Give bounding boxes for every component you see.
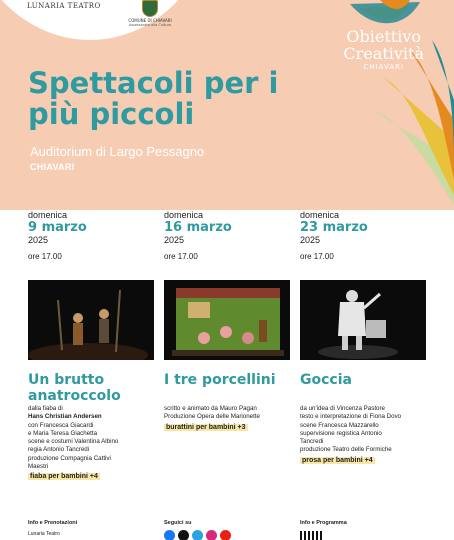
event-3-date-block	[300, 210, 426, 261]
credit-line: testo e interpretazione di Fiona Dovo	[300, 413, 402, 421]
instagram-icon[interactable]	[206, 530, 217, 540]
event-date: 16 marzo	[164, 220, 232, 235]
event-3-title: Goccia	[300, 372, 352, 388]
youtube-icon[interactable]	[220, 530, 231, 540]
credit-line: Tancredi	[300, 438, 324, 446]
event-date: 9 marzo	[28, 220, 87, 235]
credit-line: con Francesca Giacardi	[28, 421, 94, 429]
event-day: domenica	[164, 210, 204, 220]
brand-line2: Creatività	[343, 44, 424, 63]
age-tag: burattini per bambini +3	[166, 423, 246, 431]
event-3-photo	[300, 280, 426, 360]
event-1-photo	[28, 280, 154, 360]
credit-line: Produzione Opera delle Marionette	[164, 413, 260, 421]
event-year: 2025	[164, 235, 185, 245]
age-tag: fiaba per bambini +4	[30, 473, 98, 481]
event-day: domenica	[28, 210, 68, 220]
credit-line: dalla fiaba di	[28, 405, 63, 412]
event-time: ore 17.00	[164, 252, 198, 261]
event-time: ore 17.00	[300, 252, 334, 261]
obiettivo-creativita-logo	[343, 28, 424, 71]
comune-logo	[120, 0, 180, 27]
event-day: domenica	[300, 210, 340, 220]
event-year: 2025	[28, 235, 49, 245]
event-year: 2025	[300, 235, 321, 245]
event-3-credits	[300, 405, 440, 465]
event-2-date-block	[164, 210, 290, 261]
x-icon[interactable]	[178, 530, 189, 540]
telegram-icon[interactable]	[192, 530, 203, 540]
comune-name: COMUNE DI CHIAVARI	[128, 18, 172, 23]
brand-line3: CHIAVARI	[363, 63, 405, 71]
footer-program-title: Info e Programma	[300, 520, 347, 526]
event-1-credits	[28, 405, 158, 482]
event-date: 23 marzo	[300, 220, 368, 235]
footer-info-title: Info e Prenotazioni	[28, 520, 78, 526]
venue: Auditorium di Largo Pessagno	[30, 144, 205, 159]
credit-line: produzione Compagnia Cattivi	[28, 454, 111, 462]
credit-line: regia Antonio Tancredi	[28, 446, 90, 454]
event-1-date-block	[28, 210, 154, 261]
credit-line: scritto e animato da Mauro Pagan	[164, 405, 257, 412]
credit-line: scene e costumi Valentina Albino	[28, 438, 119, 446]
footer-social-title: Seguici su	[164, 520, 192, 526]
footer-info-text: Lunaria Teatro	[28, 531, 60, 537]
credit-line: e Maria Teresa Giachetta	[28, 429, 98, 437]
credit-line: scene Francesca Mazzarello	[300, 421, 379, 429]
facebook-icon[interactable]	[164, 530, 175, 540]
crest-icon	[142, 0, 158, 17]
credit-line: Maestri	[28, 463, 49, 471]
credit-line: supervisione registica Antonio	[300, 429, 382, 437]
event-time: ore 17.00	[28, 252, 62, 261]
event-2-photo	[164, 280, 290, 360]
brand-line1: Obiettivo	[346, 27, 421, 46]
lunaria-logo: LUNARIA TEATRO	[27, 2, 101, 10]
page-title: Spettacoli per i più piccoli	[28, 66, 279, 131]
social-icons	[164, 530, 231, 540]
credit-line: produzione Teatro delle Formiche	[300, 446, 392, 454]
city: CHIAVARI	[30, 162, 75, 172]
event-1-title: Un brutto anatroccolo	[28, 372, 121, 404]
credit-line: Hans Christian Andersen	[28, 413, 102, 421]
event-2-title: I tre porcellini	[164, 372, 276, 388]
credit-line: da un'idea di Vincenza Pastore	[300, 405, 386, 412]
qr-code-icon[interactable]	[300, 531, 324, 540]
age-tag: prosa per bambini +4	[302, 456, 373, 464]
event-2-credits	[164, 405, 294, 432]
comune-dept: Assessorato alla Cultura	[128, 23, 172, 27]
